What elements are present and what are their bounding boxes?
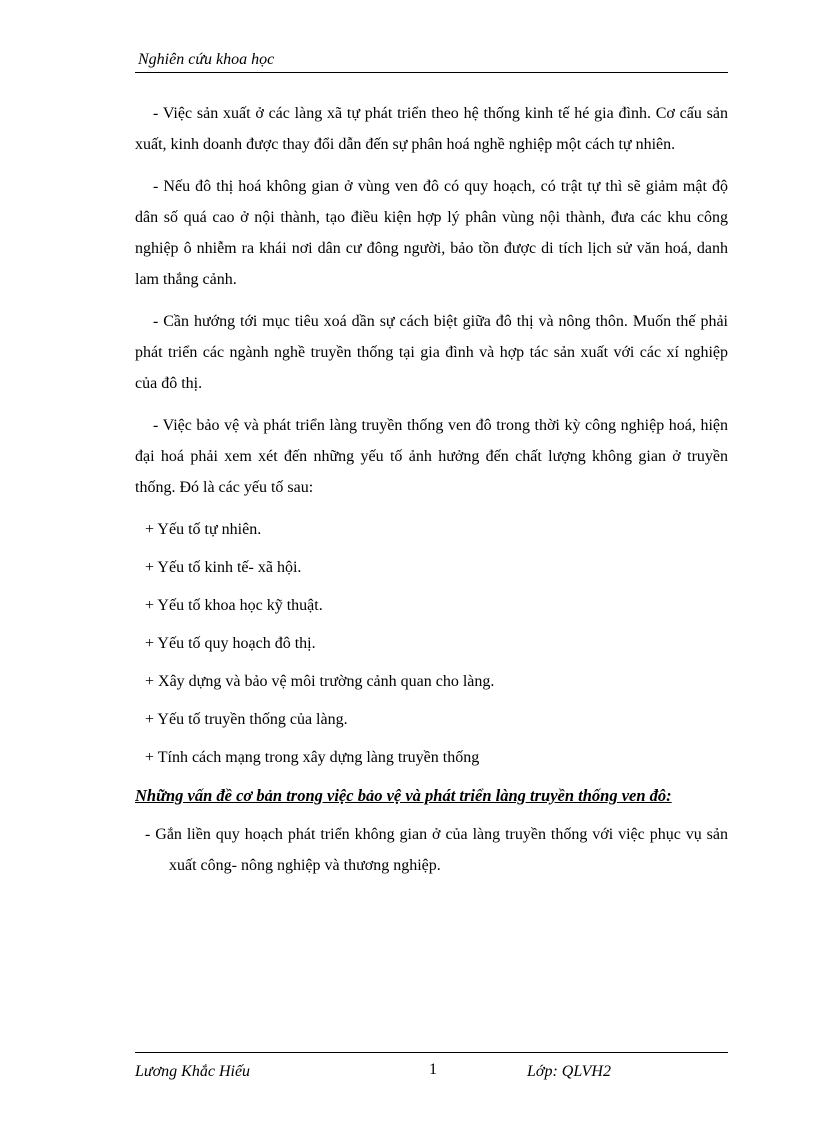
header-title: Nghiên cứu khoa học <box>138 51 275 68</box>
paragraph: - Việc bảo vệ và phát triển làng truyền thống ven đô trong thời kỳ công nghiệp hoá, hiện đại hoá phải xem xét đến những yếu tố ảnh hưởng đến chất lượng không gian ở truyền thống. Đó là các yếu tố sau: <box>135 417 728 496</box>
page-header <box>135 50 728 73</box>
factor-item: + Tính cách mạng trong xây dựng làng truyền thống <box>145 749 480 766</box>
factor-list <box>135 514 728 773</box>
dash-list-item: - Gắn liền quy hoạch phát triển không gian ở của làng truyền thống với việc phục vụ sản xuất công- nông nghiệp và thương nghiệp. <box>145 826 728 874</box>
factor-item: + Yếu tố truyền thống của làng. <box>145 711 348 728</box>
footer-class: Lớp: QLVH2 <box>527 1063 611 1080</box>
factor-item: + Yếu tố kinh tế- xã hội. <box>145 559 302 576</box>
section-heading: Những vấn đề cơ bản trong việc bảo vệ và phát triển làng truyền thống ven đô: <box>135 786 672 805</box>
page-body <box>135 98 728 881</box>
factor-item: + Xây dựng và bảo vệ môi trường cảnh quan cho làng. <box>145 673 495 690</box>
footer-author: Lương Khắc Hiếu <box>135 1063 251 1080</box>
page-number: 1 <box>429 1061 437 1078</box>
factor-item: + Yếu tố tự nhiên. <box>145 521 262 538</box>
paragraph: - Nếu đô thị hoá không gian ở vùng ven đô có quy hoạch, có trật tự thì sẽ giảm mật độ dân số quá cao ở nội thành, tạo điều kiện hợp lý phân vùng nội thành, đưa các khu công nghiệp ô nhiễm ra khái nơi dân cư đông người, bảo tồn được di tích lịch sử văn hoá, danh lam thắng cảnh. <box>135 178 728 288</box>
factor-item: + Yếu tố quy hoạch đô thị. <box>145 635 316 652</box>
factor-item: + Yếu tố khoa học kỹ thuật. <box>145 597 323 614</box>
paragraph: - Cần hướng tới mục tiêu xoá dần sự cách biệt giữa đô thị và nông thôn. Muốn thế phải phát triển các ngành nghề truyền thống tại gia đình và hợp tác sản xuất với các xí nghiệp của đô thị. <box>135 313 728 392</box>
paragraph: - Việc sản xuất ở các làng xã tự phát triển theo hệ thống kinh tế hé gia đình. Cơ cấu sản xuất, kinh doanh được thay đổi dẫn đến sự phân hoá nghề nghiệp một cách tự nhiên. <box>135 105 728 153</box>
page-footer <box>135 1052 728 1081</box>
